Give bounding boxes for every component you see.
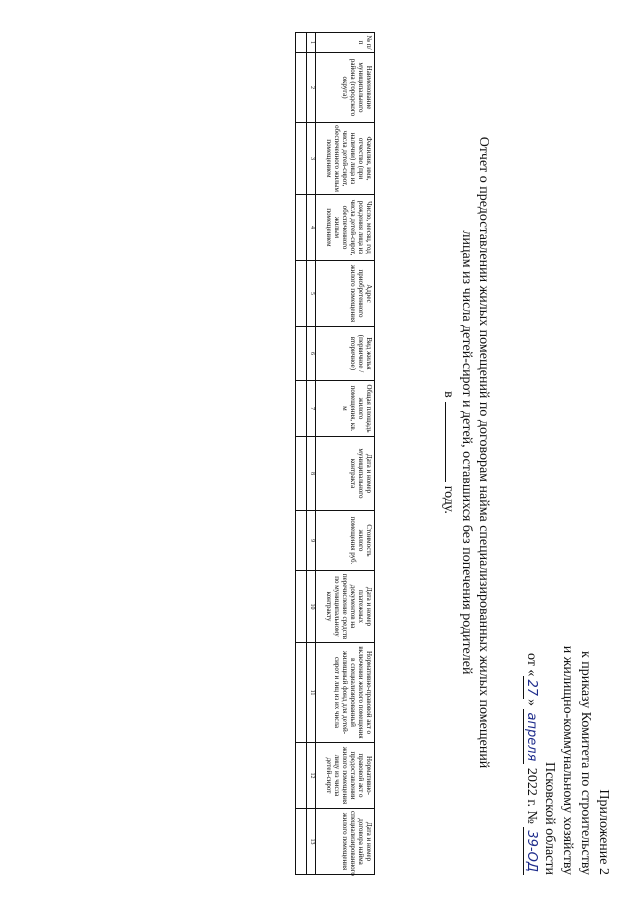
header-cell: Адрес приобретенного жилого помещения	[316, 261, 375, 327]
year-prefix: в	[441, 391, 456, 398]
empty-table-row	[296, 33, 307, 875]
empty-cell	[296, 53, 307, 123]
header-cell: Стоимость жилого помещения руб.	[316, 511, 375, 571]
header-cell: Дата и номер муниципального контракта	[316, 437, 375, 511]
empty-cell	[296, 123, 307, 195]
header-cell: Нормативно-правовой акт о предоставлении жилого помещения лицу из числа детей-сирот	[316, 743, 375, 809]
handwritten-order-number: 39-ОД	[523, 827, 539, 875]
appendix-title: Приложение 2	[596, 789, 611, 875]
title-line-3	[440, 0, 458, 905]
report-table	[295, 32, 375, 875]
column-number: 13	[307, 809, 316, 875]
header-cell: Число, месяц, год рождения лица из числа детей-сирот, обеспеченного жилым помещением	[316, 195, 375, 261]
column-number: 5	[307, 261, 316, 327]
empty-cell	[296, 571, 307, 643]
header-cell: Вид жилья (первичное / вторичное)	[316, 327, 375, 381]
header-cell: Наименование муниципального района (городского округа)	[316, 53, 375, 123]
header-row	[316, 33, 375, 875]
year-text: 2022 г. №	[524, 767, 539, 824]
year-blank	[445, 402, 458, 482]
empty-cell	[296, 809, 307, 875]
appendix-line-4: Псковской области	[542, 761, 557, 875]
appendix-line-3: и жилищно-коммунальному хозяйству	[560, 645, 575, 875]
handwritten-day: 27	[523, 676, 539, 699]
appendix-block	[522, 646, 612, 875]
column-number: 6	[307, 327, 316, 381]
empty-cell	[296, 381, 307, 437]
header-cell: Нормативно-правовой акт о включении жилого помещения в специализированный жилищный фонд для детей-сирот и лиц из их числа	[316, 643, 375, 743]
header-cell: Дата и номер договора найма специализированного жилого помещения	[316, 809, 375, 875]
order-date-line	[522, 646, 540, 875]
empty-cell	[296, 327, 307, 381]
column-number: 12	[307, 743, 316, 809]
header-cell: Фамилия, имя, отчество (при наличии) лица из числа детей-сирот, обеспеченного жилым помещением	[316, 123, 375, 195]
column-number: 9	[307, 511, 316, 571]
column-number: 11	[307, 643, 316, 743]
column-number-row	[307, 33, 316, 875]
date-prefix: от «	[524, 653, 539, 677]
header-cell: Общая площадь жилого помещения, кв. м	[316, 381, 375, 437]
column-number: 7	[307, 381, 316, 437]
column-number: 3	[307, 123, 316, 195]
column-number: 8	[307, 437, 316, 511]
empty-cell	[296, 33, 307, 53]
report-title	[440, 0, 492, 905]
year-suffix: году.	[441, 485, 456, 514]
title-line-1: Отчет о предоставлении жилых помещений по договорам найма специализированных жилых помещений	[476, 136, 491, 769]
empty-cell	[296, 643, 307, 743]
empty-cell	[296, 511, 307, 571]
empty-cell	[296, 261, 307, 327]
empty-cell	[296, 743, 307, 809]
column-number: 1	[307, 33, 316, 53]
empty-cell	[296, 437, 307, 511]
column-number: 10	[307, 571, 316, 643]
column-number: 4	[307, 195, 316, 261]
date-mid: »	[524, 698, 539, 706]
header-cell: № п/п	[316, 33, 375, 53]
column-number: 2	[307, 53, 316, 123]
appendix-line-2: к приказу Комитета по строительству	[578, 650, 593, 875]
handwritten-month: апреля	[523, 709, 539, 764]
title-line-2: лицам из числа детей-сирот и детей, оставшихся без попечения родителей	[459, 230, 474, 675]
empty-cell	[296, 195, 307, 261]
header-cell: Дата и номер платежных документов на перечисление средств по муниципальному контракту	[316, 571, 375, 643]
